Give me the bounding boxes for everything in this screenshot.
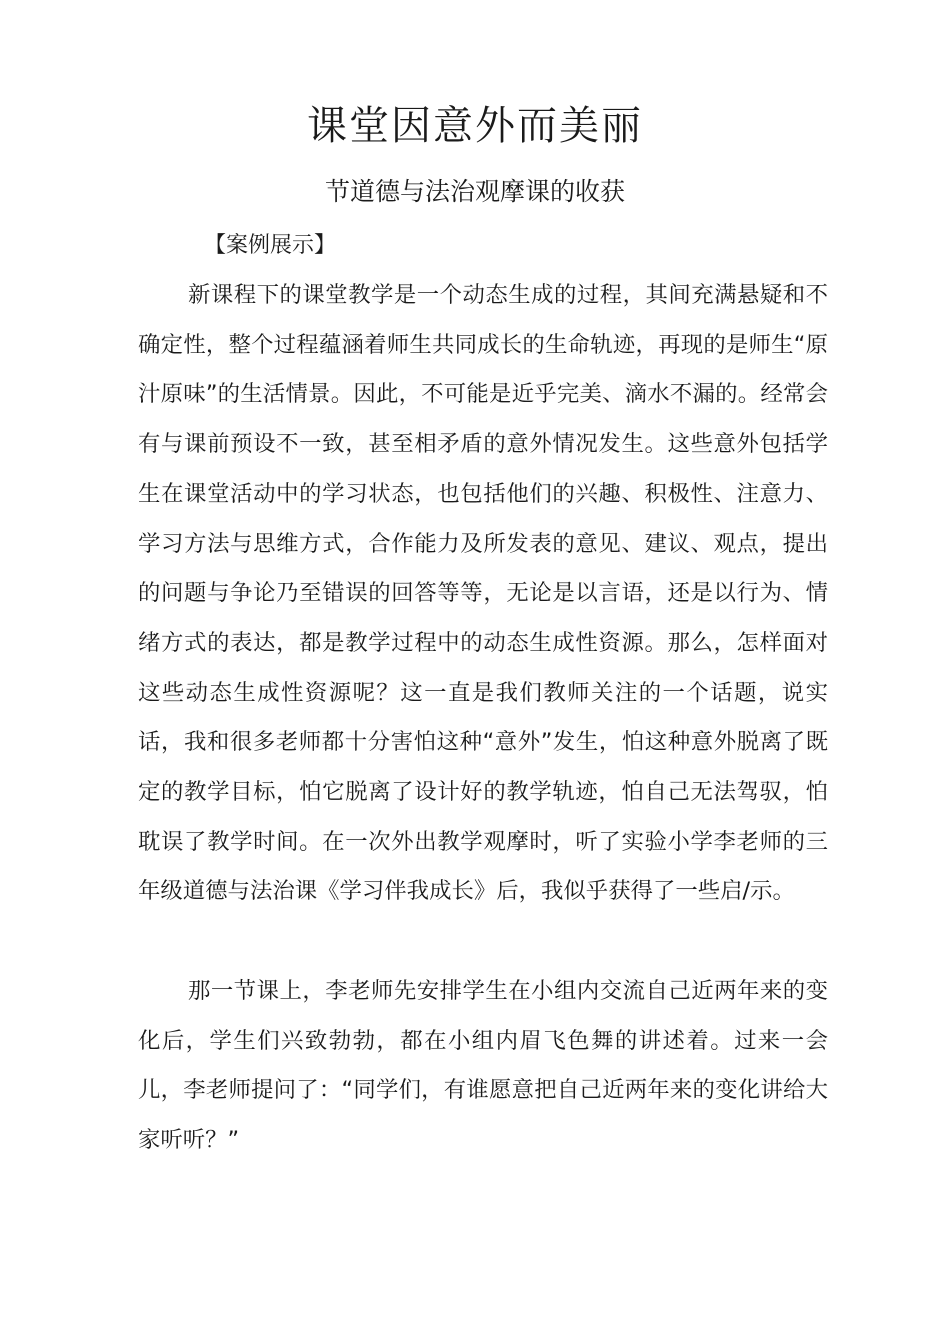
body-paragraph: 新课程下的课堂教学是一个动态生成的过程，其间充满悬疑和不确定性，整个过程蕴涵着师生共同成长的生命轨迹，再现的是师生“原汁原味”的生活情景。因此，不可能是近乎完美、滴水不漏的。经常会有与课前预设不一致，甚至相矛盾的意外情况发生。这些意外包括学生在课堂活动中的学习状态，也包括他们的兴趣、积极性、注意力、学习方法与思维方式，合作能力及所发表的意见、建议、观点，提出的问题与争论乃至错误的回答等等，无论是以言语，还是以行为、情绪方式的表达，都是教学过程中的动态生成性资源。那么，怎样面对这些动态生成性资源呢？这一直是我们教师关注的一个话题，说实话，我和很多老师都十分害怕这种“意外”发生，怕这种意外脱离了既定的教学目标，怕它脱离了设计好的教学轨迹，怕自己无法驾驭，怕耽误了教学时间。在一次外出教学观摩时，听了实验小学李老师的三年级道德与法治课《学习伴我成长》后，我似乎获得了一些启/示。 xyxy=(138,282,828,905)
document-title: 课堂因意外而美丽 xyxy=(307,103,643,149)
body-paragraph: 那一节课上，李老师先安排学生在小组内交流自己近两年来的变化后，学生们兴致勃勃，都在小组内眉飞色舞的讲述着。过来一会儿，李老师提问了：“同学们，有谁愿意把自己近两年来的变化讲给大家听听？” xyxy=(138,978,828,1154)
document-subtitle: 节道德与法治观摩课的收获 xyxy=(324,177,625,206)
section-label: 【案例展示】 xyxy=(204,233,337,258)
